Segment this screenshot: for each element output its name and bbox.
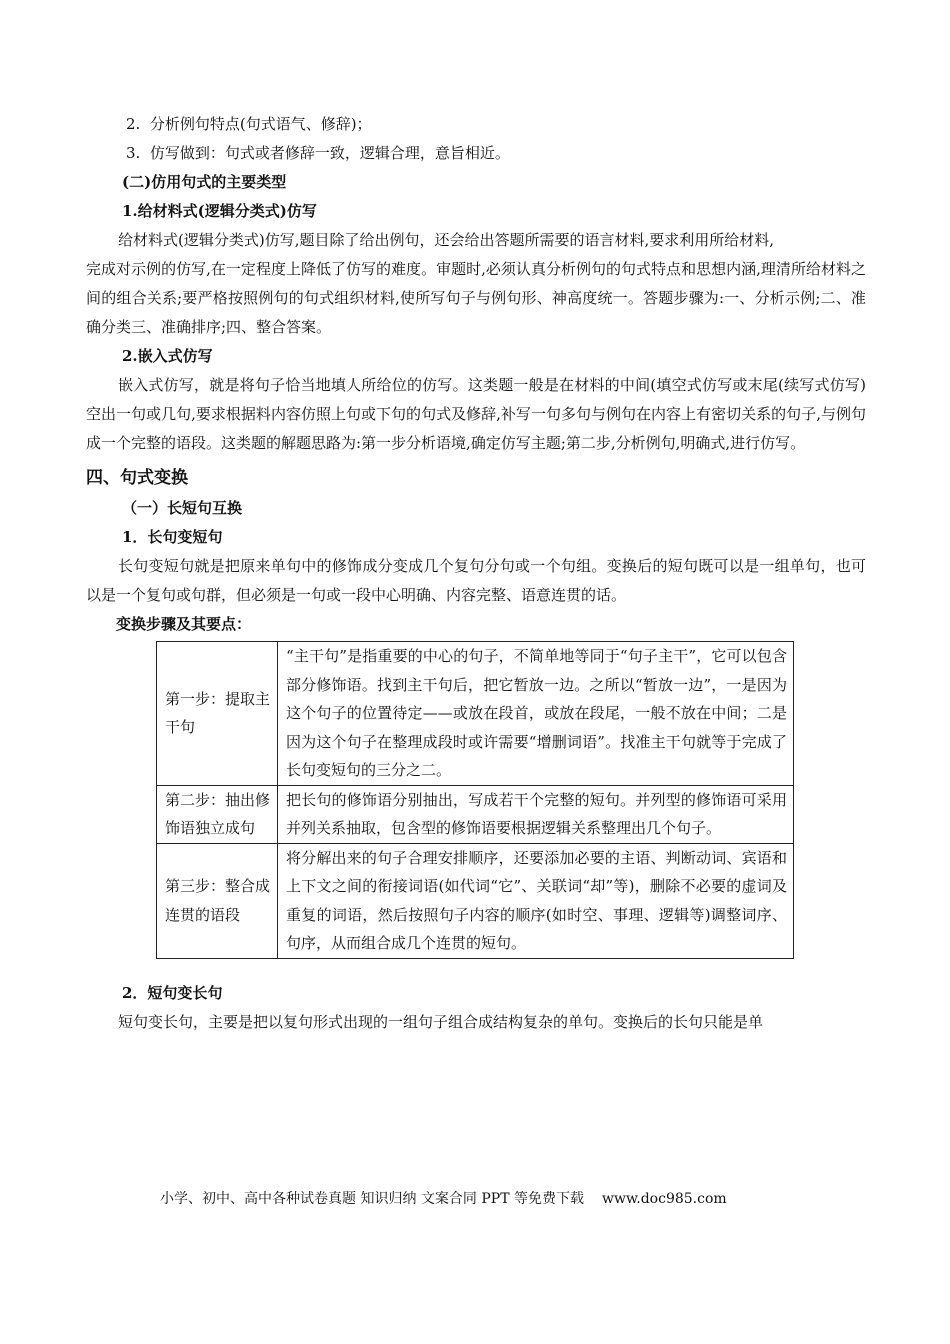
paragraph: 完成对示例的仿写,在一定程度上降低了仿写的难度。审题时,必须认真分析例句的句式特点和思想内涵,理清所给材料之间的组合关系;要严格按照例句的句式组织材料,使所写句子与例句形、神高度统一。答题步骤为:一、分析示例;二、准确分类三、准确排序;四、整合答案。 xyxy=(86,260,866,336)
steps-table xyxy=(156,641,794,959)
item-heading: 1．长句变短句 xyxy=(122,528,223,546)
paragraph: 长句变短句就是把原来单句中的修饰成分变成几个复句分句或一个句组。变换后的短句既可以是一组单句，也可以是一个复句或句群，但必须是一句或一段中心明确、内容完整、语意连贯的话。 xyxy=(86,557,866,604)
step-desc-cell: 将分解出来的句子合理安排顺序，还要添加必要的主语、判断动词、宾语和上下文之间的衔接词语(如代词“它”、关联词“却”等)，删除不必要的虚词及重复的词语，然后按照句子内容的顺序(如时空、事理、逻辑等)调整词序、句序，从而组合成几个连贯的短句。 xyxy=(278,843,794,958)
item-heading: 2．短句变长句 xyxy=(122,983,223,1002)
subsection-heading: 1.给材料式(逻辑分类式)仿写 xyxy=(122,202,317,220)
step-name-cell: 第一步：提取主干句 xyxy=(157,642,278,786)
document-page xyxy=(86,110,866,1037)
table-row xyxy=(157,785,794,843)
table-row xyxy=(157,843,794,958)
paragraph: 给材料式(逻辑分类式)仿写,题目除了给出例句，还会给出答题所需要的语言材料,要求利用所给材料, xyxy=(118,231,775,249)
subsection-heading: （一）长短句互换 xyxy=(122,499,243,517)
steps-label: 变换步骤及其要点： xyxy=(116,615,252,633)
chapter-heading: 四、句式变换 xyxy=(86,468,188,488)
subsection-heading: 2.嵌入式仿写 xyxy=(122,347,213,365)
footer-link[interactable]: www.doc985.com xyxy=(601,1191,727,1207)
spacer xyxy=(86,959,866,979)
section-heading: (二)仿用句式的主要类型 xyxy=(122,173,287,191)
paragraph: 短句变长句，主要是把以复句形式出现的一组句子组合成结构复杂的单句。变换后的长句只能是单 xyxy=(118,1012,764,1031)
step-name-cell: 第三步：整合成连贯的语段 xyxy=(157,843,278,958)
list-item: 2. 分析例句特点(句式语气、修辞)； xyxy=(126,115,372,133)
step-desc-cell: 把长句的修饰语分别抽出，写成若干个完整的短句。并列型的修饰语可采用并列关系抽取，包含型的修饰语要根据逻辑关系整理出几个句子。 xyxy=(278,785,794,843)
paragraph: 嵌入式仿写，就是将句子恰当地填人所给位的仿写。这类题一般是在材料的中间(填空式仿写或末尾(续写式仿写)空出一句或几句,要求根据料内容仿照上句或下句的句式及修辞,补写一句多句与例句在内容上有密切关系的句子,与例句成一个完整的语段。这类题的解题思路为:第一步分析语境,确定仿写主题;第二步,分析例句,明确式,进行仿写。 xyxy=(86,376,866,452)
table-row xyxy=(157,642,794,786)
step-name-cell: 第二步：抽出修饰语独立成句 xyxy=(157,785,278,843)
list-item: 3. 仿写做到：句式或者修辞一致，逻辑合理，意旨相近。 xyxy=(126,144,510,162)
page-footer xyxy=(160,1188,727,1208)
step-desc-cell: “主干句”是指重要的中心的句子，不简单地等同于“句子主干”，它可以包含部分修饰语。找到主干句后，把它暂放一边。之所以“暂放一边”，一是因为这个句子的位置待定——或放在段首，或放在段尾，一般不放在中间；二是因为这个句子在整理成段时或许需要“增删词语”。找准主干句就等于完成了长句变短句的三分之二。 xyxy=(278,642,794,786)
footer-text: 小学、初中、高中各种试卷真题 知识归纳 文案合同 PPT 等免费下载 xyxy=(160,1191,584,1207)
